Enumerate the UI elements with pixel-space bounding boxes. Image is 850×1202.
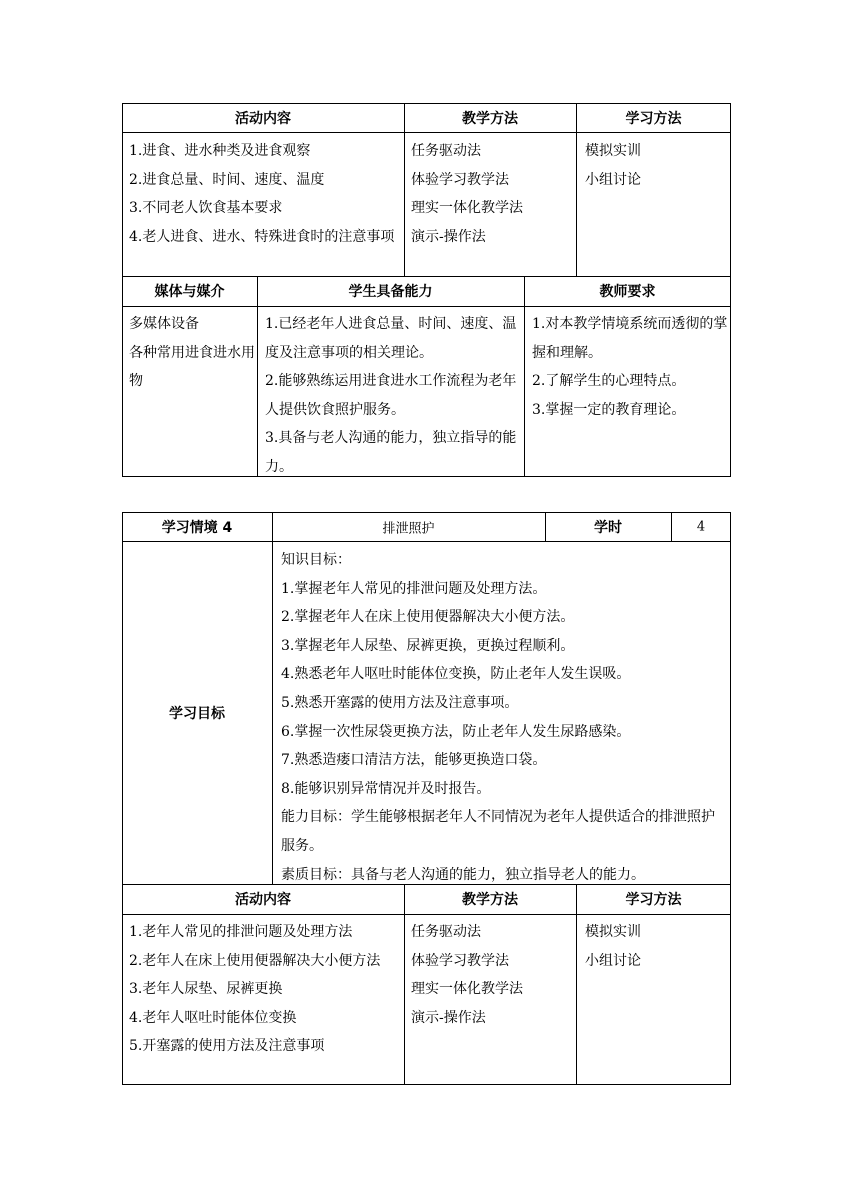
header-media: 媒体与媒介 [154, 284, 225, 300]
situation-label: 学习情境 4 [161, 519, 233, 536]
goal-item: 8.能够识别异常情况并及时报告。 [281, 780, 491, 797]
goal-item: 素质目标：具备与老人沟通的能力，独立指导老人的能力。 [281, 866, 645, 883]
header-teaching-method: 教学方法 [462, 110, 518, 127]
activity-list [129, 137, 401, 251]
list-item: 3.老年人尿垫、尿裤更换 [129, 981, 283, 998]
learning-method-list [585, 918, 725, 975]
list-item: 1.进食、进水种类及进食观察 [129, 143, 311, 159]
list-item: 体验学习教学法 [411, 171, 509, 188]
list-item: 2.了解学生的心理特点。 [532, 373, 686, 390]
list-item: 理实一体化教学法 [411, 981, 523, 998]
goal-item: 1.掌握老年人常见的排泄问题及处理方法。 [281, 580, 547, 597]
header-learning-method: 学习方法 [625, 110, 682, 127]
goal-item: 2.掌握老年人在床上使用便器解决大小便方法。 [281, 609, 575, 626]
list-item: 小组讨论 [585, 952, 641, 969]
list-item: 多媒体设备 [129, 316, 199, 332]
list-item: 2.进食总量、时间、速度、温度 [129, 171, 325, 188]
learning-method-list [585, 137, 725, 194]
header-activity-content: 活动内容 [235, 892, 291, 908]
media-list [129, 310, 255, 396]
list-item: 模拟实训 [585, 143, 641, 159]
list-item: 3.不同老人饮食基本要求 [129, 200, 283, 217]
list-item: 模拟实训 [585, 924, 641, 940]
header-teaching-method: 教学方法 [462, 892, 518, 908]
teaching-method-list [411, 137, 573, 251]
hours-label: 学时 [594, 519, 622, 536]
header-learning-method: 学习方法 [625, 892, 682, 908]
list-item: 体验学习教学法 [411, 952, 509, 969]
list-item: 4.老年人呕吐时能体位变换 [129, 1009, 297, 1026]
goal-item: 能力目标：学生能够根据老年人不同情况为老年人提供适合的排泄照护服务。 [281, 809, 715, 854]
list-item: 3.具备与老人沟通的能力，独立指导的能力。 [265, 430, 517, 475]
list-item: 1.老年人常见的排泄问题及处理方法 [129, 924, 353, 940]
goal-item: 7.熟悉造瘘口清洁方法，能够更换造口袋。 [281, 752, 547, 769]
list-item: 1.对本教学情境系统而透彻的掌握和理解。 [532, 316, 728, 361]
list-item: 演示-操作法 [411, 228, 486, 245]
teacher-requirements-list [532, 310, 728, 424]
list-item: 2.能够熟练运用进食进水工作流程为老年人提供饮食照护服务。 [265, 373, 517, 418]
list-item: 演示-操作法 [411, 1009, 486, 1026]
header-activity-content: 活动内容 [235, 110, 291, 127]
list-item: 2.老年人在床上使用便器解决大小便方法 [129, 952, 381, 969]
list-item: 各种常用进食进水用物 [129, 344, 255, 390]
goal-item: 5.熟悉开塞露的使用方法及注意事项。 [281, 694, 519, 711]
situation-name: 排泄照护 [382, 521, 435, 536]
list-item: 5.开塞露的使用方法及注意事项 [129, 1038, 325, 1055]
hours-value: 4 [696, 519, 706, 534]
list-item: 4.老人进食、进水、特殊进食时的注意事项 [129, 228, 395, 245]
header-student-abilities: 学生具备能力 [348, 284, 433, 300]
teaching-method-list [411, 918, 573, 1032]
goals-label: 学习目标 [169, 705, 225, 722]
list-item: 1.已经老年人进食总量、时间、速度、温度及注意事项的相关理论。 [265, 316, 517, 361]
list-item: 任务驱动法 [411, 143, 481, 159]
list-item: 3.掌握一定的教育理论。 [532, 401, 686, 418]
goal-item: 知识目标： [281, 552, 351, 568]
goal-item: 6.掌握一次性尿袋更换方法，防止老年人发生尿路感染。 [281, 723, 631, 740]
goals-list [281, 546, 727, 889]
goal-item: 3.掌握老年人尿垫、尿裤更换，更换过程顺利。 [281, 637, 575, 654]
abilities-list [265, 310, 522, 482]
header-teacher-requirements: 教师要求 [599, 284, 656, 300]
list-item: 理实一体化教学法 [411, 200, 523, 217]
list-item: 任务驱动法 [411, 924, 481, 940]
list-item: 小组讨论 [585, 171, 641, 188]
goal-item: 4.熟悉老年人呕吐时能体位变换，防止老年人发生误吸。 [281, 666, 631, 683]
activity-list [129, 918, 401, 1061]
